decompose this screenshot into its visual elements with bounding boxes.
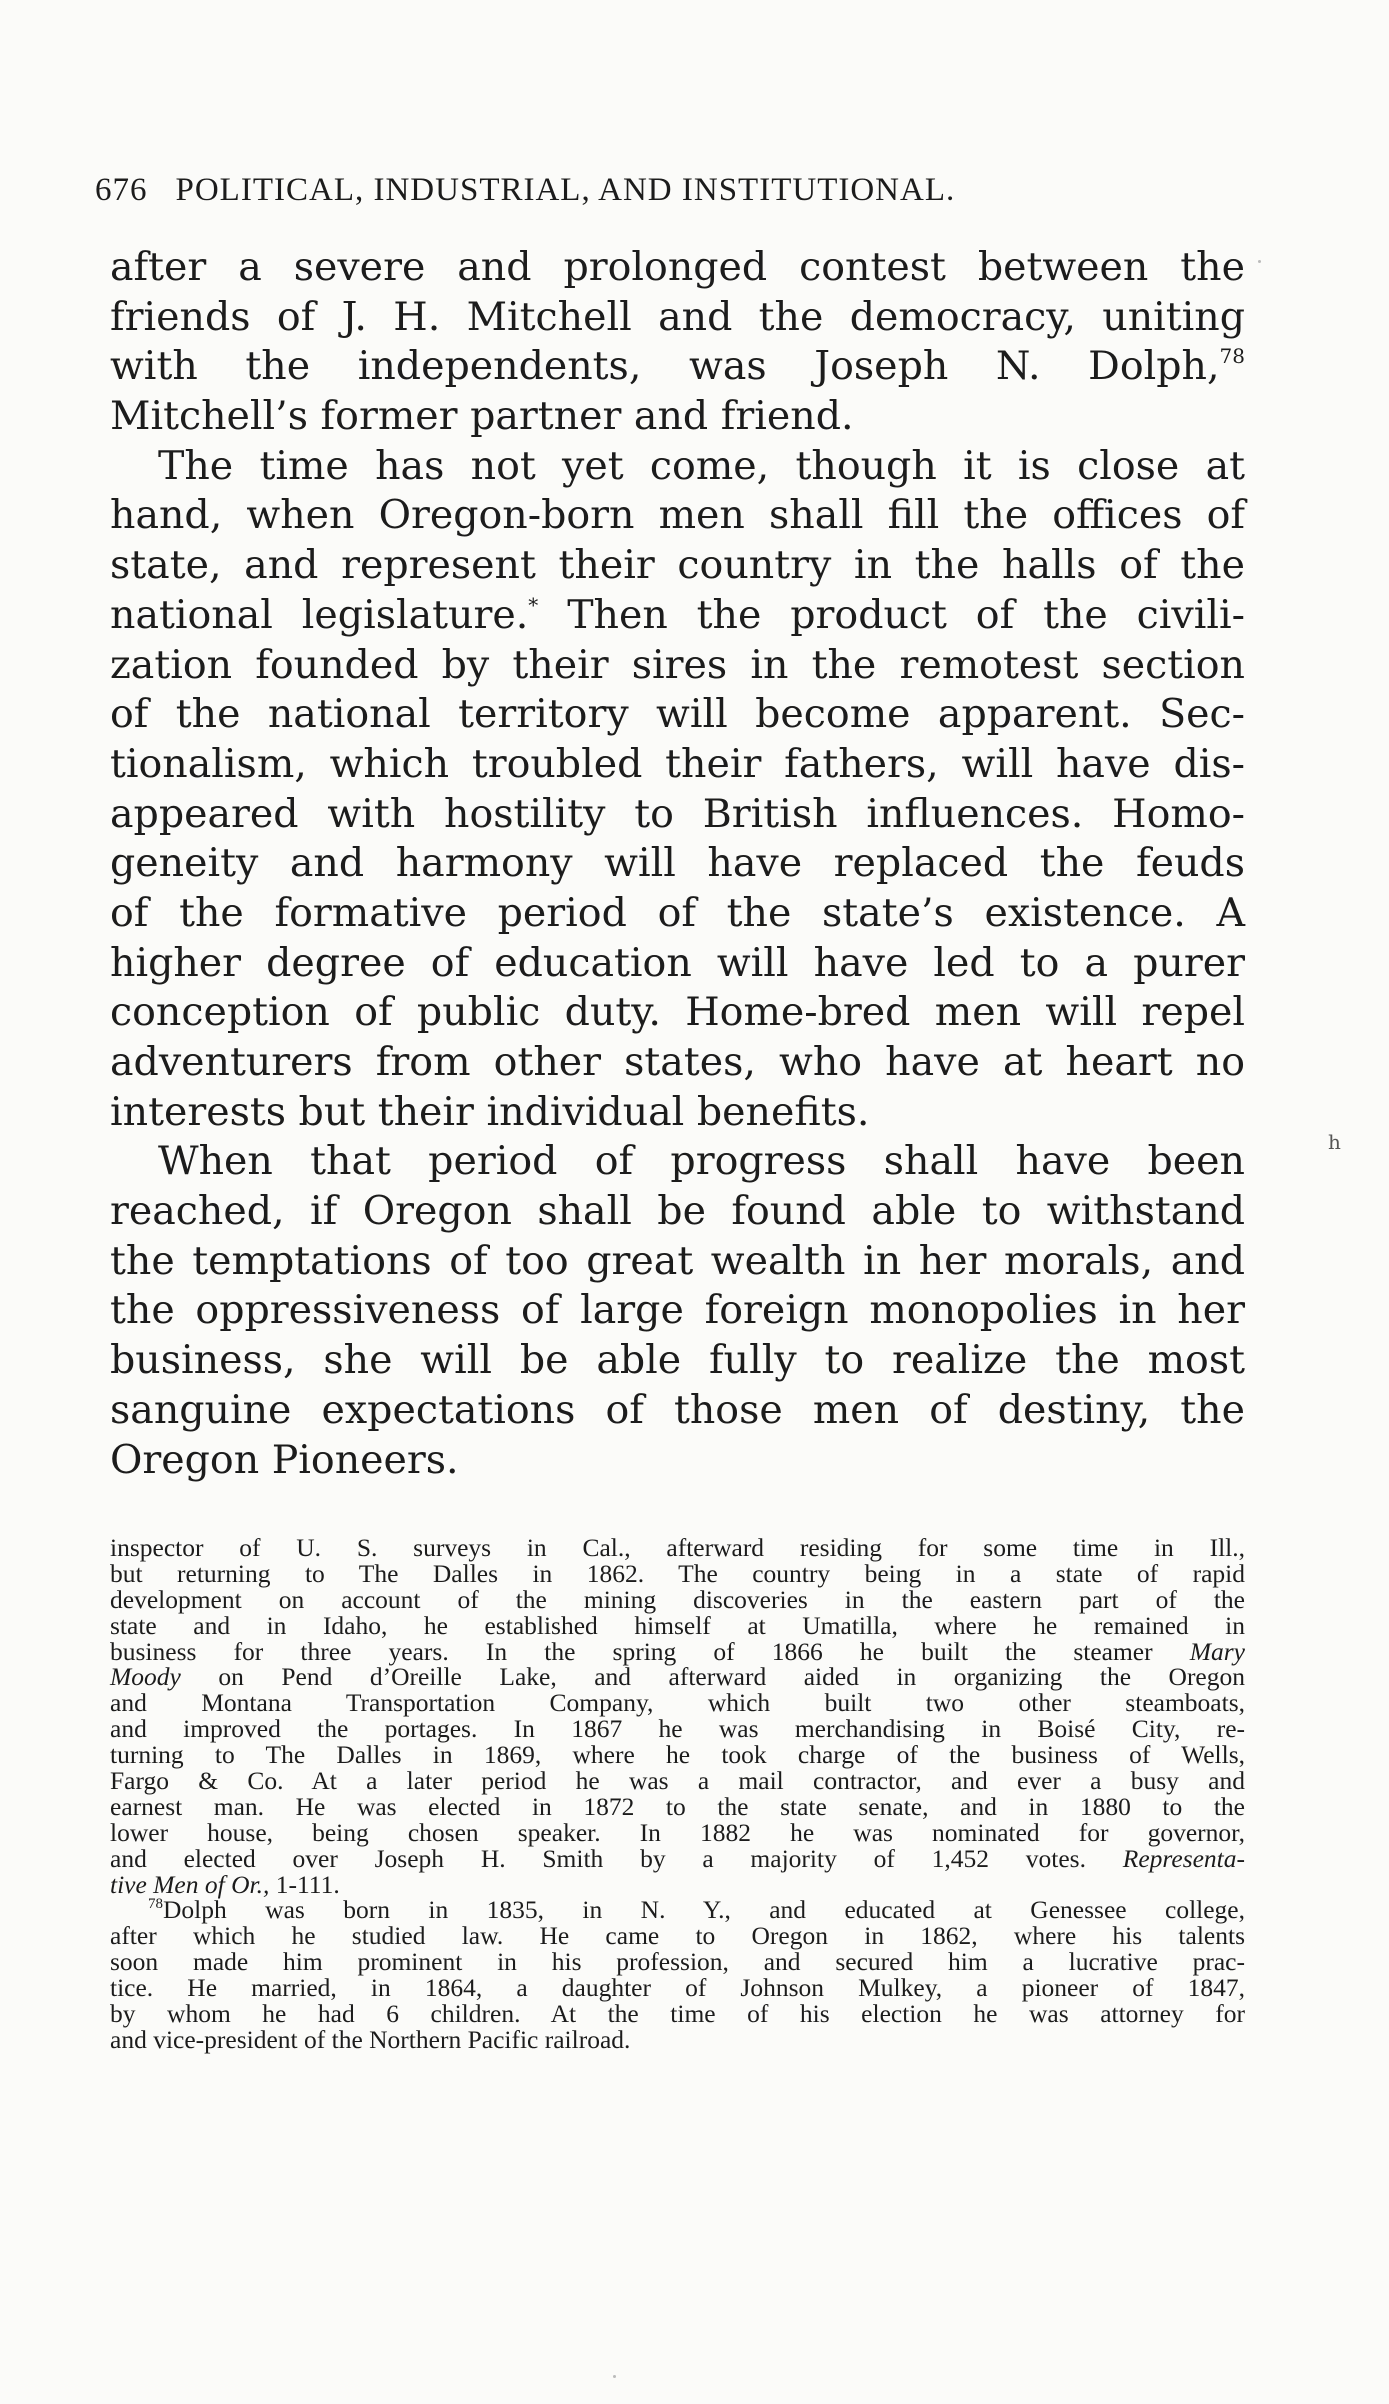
text-line: of the national territory will become apparent. Sec- — [110, 691, 1245, 738]
footnote-line: Moody on Pend d’Oreille Lake, and afterward aided in organizing the Oregon — [110, 1662, 1246, 1692]
text-line: the oppressiveness of large foreign monopolies in her — [110, 1287, 1245, 1334]
text-line-with-ref: with the independents, was Joseph N. Dolph,$^{78}$ — [110, 343, 1245, 390]
text-line: Mitchell’s former partner and friend. — [110, 393, 854, 440]
text-line: interests but their individual benefits. — [110, 1088, 870, 1135]
text-line: state, and represent their country in the halls of the — [110, 542, 1245, 589]
text-line-with-ref: national legislature.* Then the product of the civili- — [110, 591, 1245, 638]
text-line: hand, when Oregon-born men shall fill the offices of — [110, 492, 1245, 539]
footnote-number: 78 — [148, 1896, 163, 1913]
margin-mark: h — [1328, 1130, 1341, 1154]
footnote-ref: 78 — [1219, 344, 1245, 369]
text-line: higher degree of education will have led to a purer — [110, 939, 1245, 986]
paper-speck — [613, 2375, 616, 2378]
footnote-line: inspector of U. S. surveys in Cal., afterward residing for some time in Ill., — [110, 1533, 1245, 1562]
footnotes — [110, 1535, 1245, 2053]
text-line: business, she will be able fully to realize the most — [110, 1337, 1245, 1384]
footnote-line: business for three years. In the spring of 1866 he built the steamer Mary — [110, 1636, 1245, 1666]
footnote-line: turning to The Dalles in 1869, where he took charge of the business of Wells, — [110, 1740, 1245, 1770]
ship-name: Mary — [1189, 1636, 1245, 1666]
text-line: appeared with hostility to British influences. Homo- — [110, 790, 1245, 837]
footnote-ref: * — [528, 592, 539, 617]
paragraph-start-line: The time has not yet come, though it is close at — [158, 442, 1245, 489]
text-line: adventurers from other states, who have at heart no — [110, 1039, 1245, 1085]
text-line: sanguine expectations of those men of destiny, the — [110, 1386, 1245, 1433]
footnote-line: lower house, being chosen speaker. In 1882 he was nominated for governor, — [110, 1817, 1245, 1847]
footnote-line: after which he studied law. He came to Oregon in 1862, where his talents — [110, 1921, 1245, 1951]
footnote-line: tice. He married, in 1864, a daughter of Johnson Mulkey, a pioneer of 1847, — [110, 1973, 1245, 2003]
footnote-line: development on account of the mining discoveries in the eastern part of the — [110, 1584, 1245, 1614]
footnote-line: and improved the portages. In 1867 he was merchandising in Boisé City, re- — [110, 1714, 1245, 1744]
footnote-line: soon made him prominent in his profession, and secured him a lucrative prac- — [110, 1947, 1245, 1977]
text-line: the temptations of too great wealth in her morals, and — [110, 1237, 1245, 1284]
text-line: zation founded by their sires in the remotest section — [110, 641, 1245, 688]
paper-speck — [1258, 260, 1261, 263]
text-line: geneity and harmony will have replaced the feuds — [110, 840, 1245, 887]
footnote-line: and Montana Transportation Company, which built two other steamboats, — [110, 1688, 1245, 1718]
citation-title: tive Men of Or., — [110, 1869, 270, 1899]
text-line: Oregon Pioneers. — [110, 1436, 459, 1483]
text-line: after a severe and prolonged contest between the — [110, 244, 1245, 290]
footnote-line: by whom he had 6 children. At the time of his election he was attorney for — [110, 1999, 1245, 2029]
footnote-line: and elected over Joseph H. Smith by a majority of 1,452 votes. Representa- — [110, 1843, 1246, 1873]
citation-title: Representa- — [1122, 1843, 1246, 1873]
footnote-line: earnest man. He was elected in 1872 to the state senate, and in 1880 to the — [110, 1791, 1245, 1821]
footnote-start-line: $^{78}$Dolph was born in 1835, in N. Y., and educated at Genessee college, — [148, 1895, 1245, 1925]
main-text — [110, 243, 1245, 1485]
text-line: reached, if Oregon shall be found able to withstand — [110, 1188, 1245, 1235]
page-number: 676 — [95, 172, 148, 208]
footnote-line: tive Men of Or., 1-111. — [110, 1869, 340, 1899]
running-title: POLITICAL, INDUSTRIAL, AND INSTITUTIONAL. — [175, 172, 956, 208]
footnote-line: and vice-president of the Northern Pacific railroad. — [110, 2024, 631, 2054]
paragraph-start-line: When that period of progress shall have been — [158, 1138, 1245, 1185]
running-header — [95, 172, 1245, 209]
text-line: friends of J. H. Mitchell and the democracy, uniting — [110, 293, 1245, 340]
ship-name: Moody — [110, 1662, 181, 1692]
text-line: conception of public duty. Home-bred men will repel — [110, 989, 1245, 1036]
footnote-line: state and in Idaho, he established himself at Umatilla, where he remained in — [110, 1610, 1245, 1640]
footnote-line: but returning to The Dalles in 1862. The country being in a state of rapid — [110, 1558, 1245, 1588]
footnote-line: Fargo & Co. At a later period he was a mail contractor, and ever a busy and — [110, 1766, 1245, 1796]
text-line: of the formative period of the state’s existence. A — [110, 889, 1245, 936]
text-line: tionalism, which troubled their fathers, will have dis- — [110, 740, 1245, 787]
